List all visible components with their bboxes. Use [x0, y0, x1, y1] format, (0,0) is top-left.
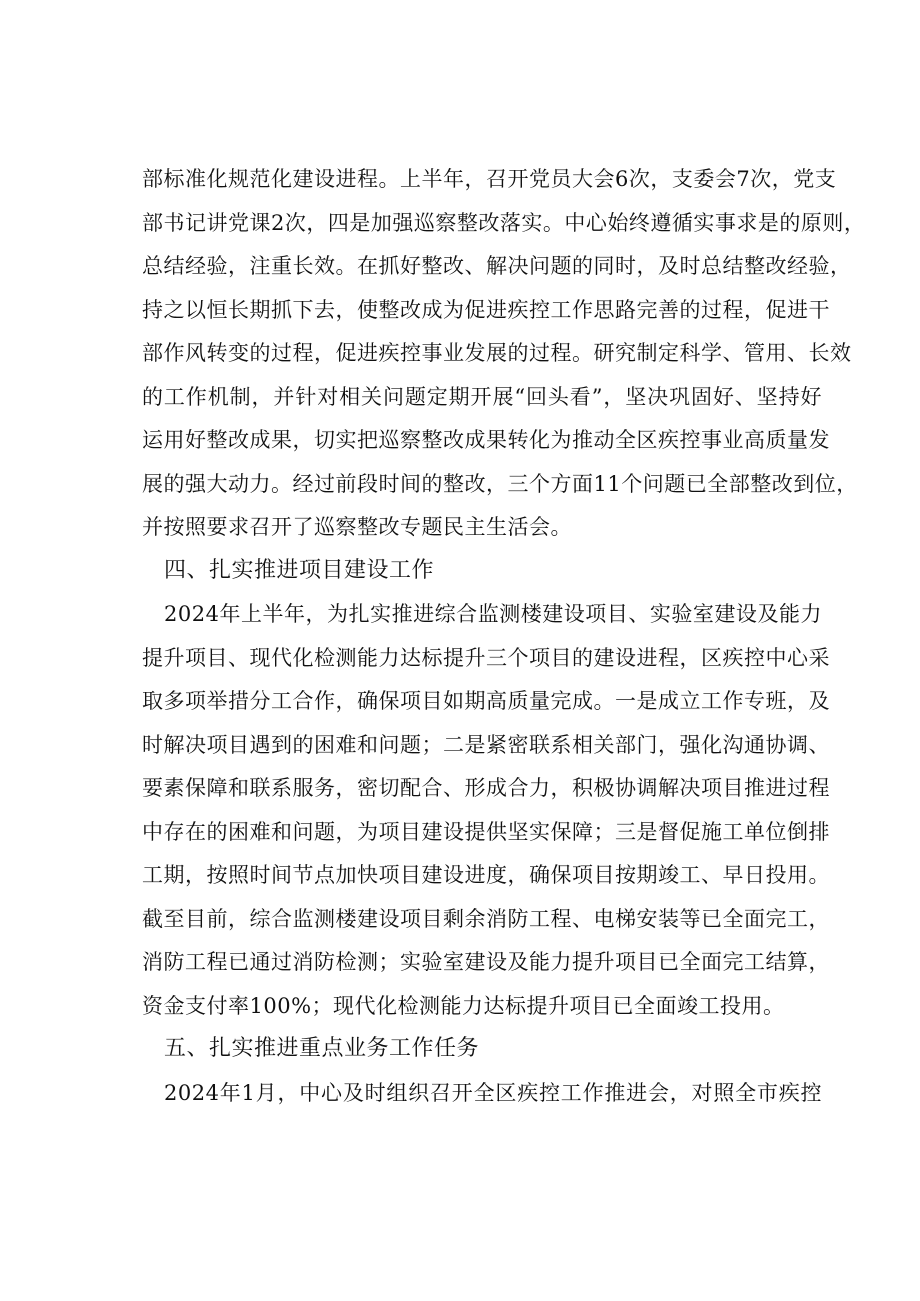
paragraph-line: 部作风转变的过程，促进疾控事业发展的过程。研究制定科学、管用、长效 [142, 341, 852, 365]
paragraph-line: 中存在的困难和问题，为项目建设提供坚实保障；三是督促施工单位倒排 [142, 820, 830, 844]
paragraph-line: 的工作机制，并针对相关问题定期开展“回头看”，坚决巩固好、坚持好 [142, 385, 822, 409]
paragraph-line: 持之以恒长期抓下去，使整改成为促进疾控工作思路完善的过程，促进干 [142, 298, 830, 322]
paragraph-line: 2024年1月，中心及时组织召开全区疾控工作推进会，对照全市疾控 [164, 1081, 822, 1105]
paragraph-line: 部书记讲党课2次，四是加强巡察整改落实。中心始终遵循实事求是的原则， [142, 211, 866, 235]
paragraph-line: 时解决项目遇到的困难和问题；二是紧密联系相关部门，强化沟通协调、 [142, 733, 830, 757]
paragraph-line: 工期，按照时间节点加快项目建设进度，确保项目按期竣工、早日投用。 [142, 863, 830, 887]
paragraph-line: 资金支付率100%；现代化检测能力达标提升项目已全面竣工投用。 [142, 994, 785, 1018]
paragraph-line: 截至目前，综合监测楼建设项目剩余消防工程、电梯安装等已全面完工， [142, 907, 830, 931]
paragraph-line: 部标准化规范化建设进程。上半年，召开党员大会6次，支委会7次，党支 [142, 167, 837, 191]
paragraph-line: 消防工程已通过消防检测；实验室建设及能力提升项目已全面完工结算， [142, 950, 830, 974]
section-heading-5: 五、扎实推进重点业务工作任务 [164, 1036, 480, 1061]
paragraph-line: 要素保障和联系服务，密切配合、形成合力，积极协调解决项目推进过程 [142, 776, 830, 800]
paragraph-line: 取多项举措分工合作，确保项目如期高质量完成。一是成立工作专班，及 [142, 689, 830, 713]
paragraph-line: 提升项目、现代化检测能力达标提升三个项目的建设进程，区疾控中心采 [142, 646, 830, 670]
paragraph-line: 展的强大动力。经过前段时间的整改，三个方面11个问题已全部整改到位， [142, 472, 858, 496]
paragraph-line: 总结经验，注重长效。在抓好整改、解决问题的同时，及时总结整改经验， [142, 254, 852, 278]
paragraph-line: 并按照要求召开了巡察整改专题民主生活会。 [142, 515, 572, 539]
section-heading-4: 四、扎实推进项目建设工作 [164, 558, 435, 583]
paragraph-line: 运用好整改成果，切实把巡察整改成果转化为推动全区疾控事业高质量发 [142, 428, 830, 452]
paragraph-line: 2024年上半年，为扎实推进综合监测楼建设项目、实验室建设及能力 [164, 602, 822, 626]
